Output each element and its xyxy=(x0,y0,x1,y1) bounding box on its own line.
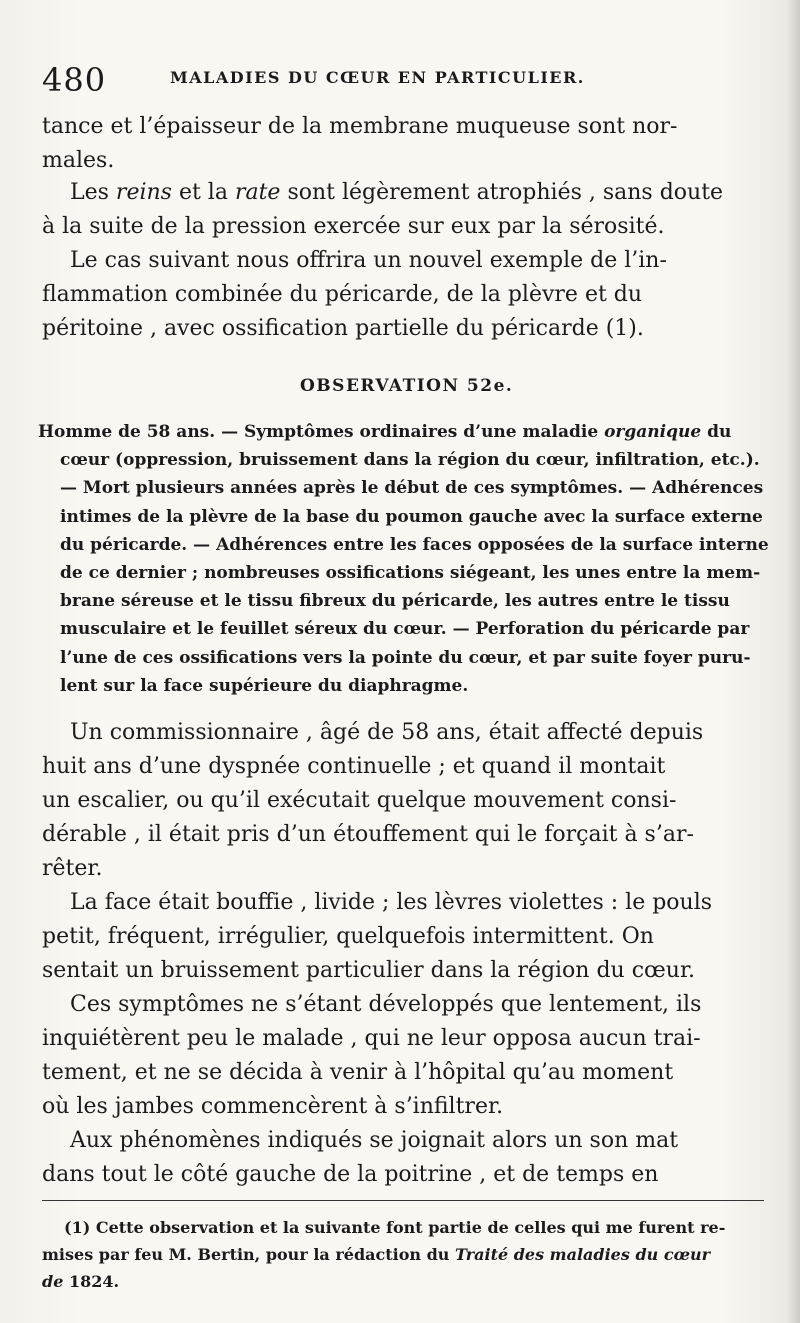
summary-line: intimes de la plèvre de la base du poumon gauche avec la surface externe xyxy=(60,506,763,527)
text-span: mises par feu M. Bertin, pour la rédaction du xyxy=(42,1245,455,1264)
observation-body xyxy=(42,716,764,1192)
footnote xyxy=(42,1214,764,1295)
page-edge-shadow xyxy=(786,0,800,1323)
summary-line: musculaire et le feuillet séreux du cœur. — Perforation du péricarde par xyxy=(60,619,750,640)
body-line: sentait un bruissement particulier dans la région du cœur. xyxy=(42,958,696,983)
text-span: sont légèrement atrophiés , sans doute xyxy=(280,180,724,205)
body-line: un escalier, ou qu’il exécutait quelque mouvement consi- xyxy=(42,788,677,813)
page-header xyxy=(42,60,762,100)
paragraph-line: tance et l’épaisseur de la membrane muqueuse sont nor- xyxy=(42,114,678,139)
summary-line: brane séreuse et le tissu fibreux du péricarde, les autres entre le tissu xyxy=(60,591,730,612)
body-line: dérable , il était pris d’un étouffement qui le forçait à s’ar- xyxy=(42,822,694,847)
paragraph-line: péritoine , avec ossification partielle du péricarde (1). xyxy=(42,316,644,341)
text-span: 1824. xyxy=(63,1272,120,1291)
body-line: Aux phénomènes indiqués se joignait alors un son mat xyxy=(70,1128,679,1153)
body-line: où les jambes commencèrent à s’infiltrer. xyxy=(42,1094,504,1119)
paragraph-line: males. xyxy=(42,148,115,173)
footnote-divider xyxy=(42,1200,764,1201)
italic-term: de xyxy=(42,1272,64,1291)
summary-line: cœur (oppression, bruissement dans la région du cœur, infiltration, etc.). xyxy=(60,450,760,471)
body-line: rêter. xyxy=(42,856,103,881)
footnote-line xyxy=(42,1241,764,1268)
body-line: tement, et ne se décida à venir à l’hôpital qu’au moment xyxy=(42,1060,674,1085)
text-span: et la xyxy=(171,180,235,205)
observation-summary xyxy=(38,418,769,700)
summary-line: de ce dernier ; nombreuses ossifications siégeant, les unes entre la mem- xyxy=(60,563,761,584)
body-line: dans tout le côté gauche de la poitrine , et de temps en xyxy=(42,1162,659,1187)
summary-line: lent sur la face supérieure du diaphragme. xyxy=(60,675,469,696)
body-line: huit ans d’une dyspnée continuelle ; et quand il montait xyxy=(42,754,666,779)
text-span: Homme de 58 ans. — Symptômes ordinaires d’une maladie xyxy=(38,422,605,442)
summary-line: — Mort plusieurs années après le début de ces symptômes. — Adhérences xyxy=(60,478,764,499)
observation-title: OBSERVATION 52e. xyxy=(300,376,514,396)
summary-line xyxy=(38,418,763,446)
body-line: inquiétèrent peu le malade , qui ne leur opposa aucun trai- xyxy=(42,1026,701,1051)
footnote-line: (1) Cette observation et la suivante font partie de celles qui me furent re- xyxy=(64,1218,726,1237)
body-line: petit, fréquent, irrégulier, quelquefois intermittent. On xyxy=(42,924,654,949)
footnote-line xyxy=(42,1268,764,1295)
paragraph-line: flammation combinée du péricarde, de la plèvre et du xyxy=(42,282,643,307)
text-span: Les xyxy=(70,180,116,205)
paragraph-line: Le cas suivant nous offrira un nouvel exemple de l’in- xyxy=(70,248,667,273)
text-span: du xyxy=(701,422,732,442)
page-number: 480 xyxy=(42,61,107,99)
body-line: Un commissionnaire , âgé de 58 ans, était affecté depuis xyxy=(70,720,704,745)
paragraph-line: à la suite de la pression exercée sur eux par la sérosité. xyxy=(42,214,665,239)
paragraph-line xyxy=(42,176,762,210)
italic-term: organique xyxy=(604,422,702,442)
summary-line: du péricarde. — Adhérences entre les faces opposées de la surface interne xyxy=(60,534,769,555)
italic-term: Traité des maladies du cœur xyxy=(454,1245,711,1264)
body-line: Ces symptômes ne s’étant développés que lentement, ils xyxy=(70,992,702,1017)
body-line: La face était bouffie , livide ; les lèvres violettes : le pouls xyxy=(70,890,713,915)
running-head: MALADIES DU CŒUR EN PARTICULIER. xyxy=(170,68,585,87)
italic-term: rate xyxy=(234,180,281,205)
summary-line: l’une de ces ossifications vers la pointe du cœur, et par suite foyer puru- xyxy=(60,647,751,668)
italic-term: reins xyxy=(115,180,172,205)
